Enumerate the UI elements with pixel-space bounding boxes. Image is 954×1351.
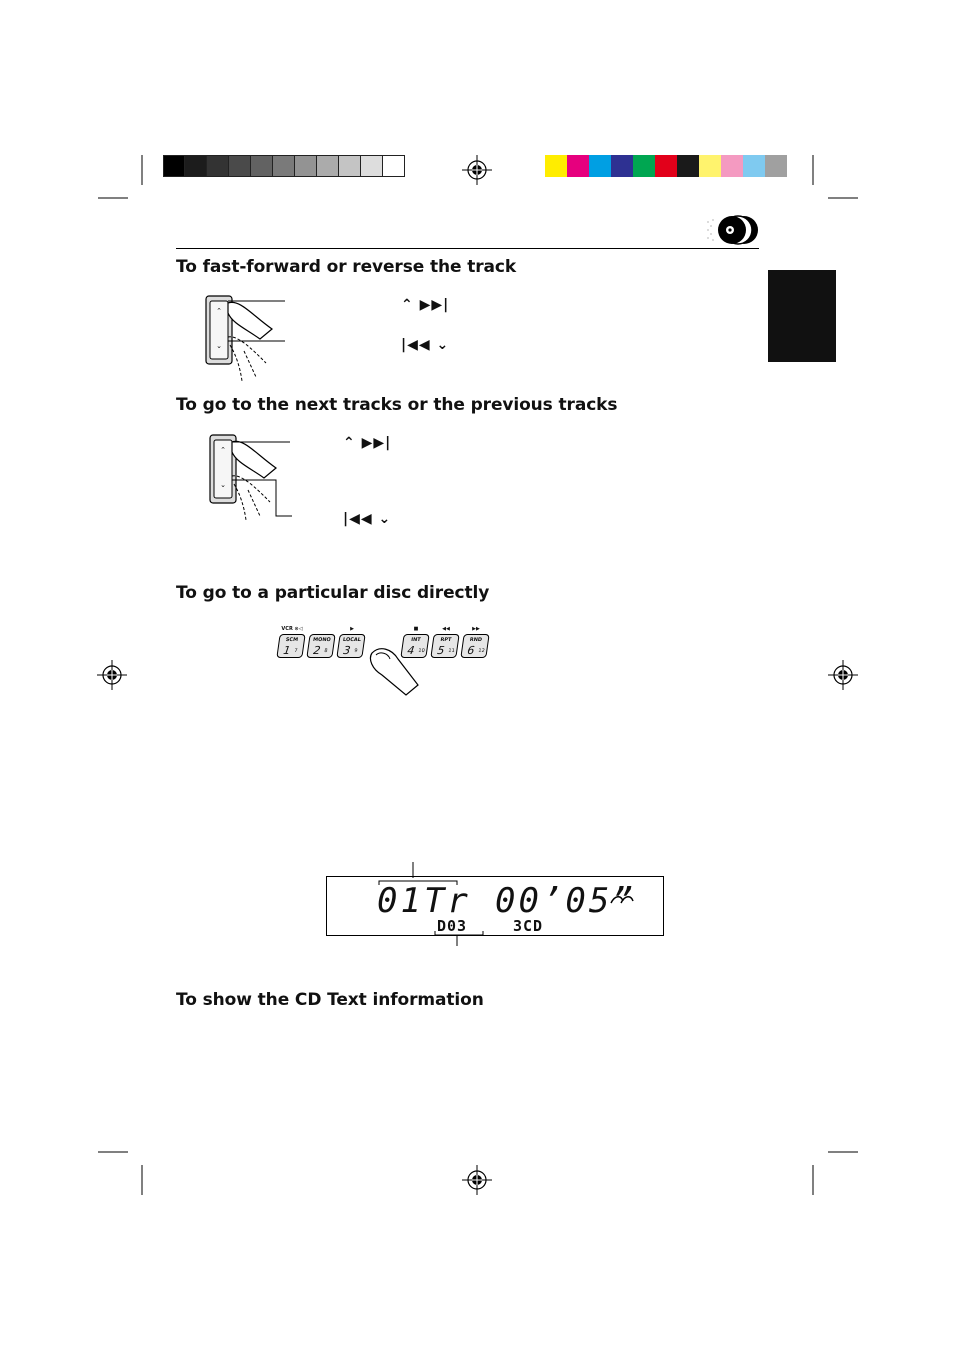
section-heading-next-previous: To go to the next tracks or the previous tracks [176, 395, 618, 415]
svg-text:⌃: ⌃ [220, 446, 226, 454]
preset-button-mode-label: RND [469, 637, 483, 643]
section-heading-cd-text: To show the CD Text information [176, 990, 484, 1010]
header-rule [176, 248, 759, 249]
registration-mark-top-icon [462, 155, 492, 185]
preset-button-mode-label: LOCAL [342, 637, 362, 643]
preset-button-secondary-number: 10 [417, 648, 426, 654]
preset-button-function-label: ▶▶ [472, 626, 480, 632]
display-callout-lines [400, 862, 460, 952]
remote-finger-illustration-1 [200, 293, 300, 383]
preset-button-number: 6 [466, 644, 476, 657]
cd-changer-icon [704, 214, 760, 246]
display-track: 01Tr [377, 881, 471, 921]
svg-text:⌃: ⌃ [216, 307, 222, 315]
preset-button-number: 1 [282, 644, 292, 657]
svg-text:⌄: ⌄ [220, 481, 226, 489]
display-mode: 3CD [513, 917, 544, 935]
lcd-display [326, 876, 664, 936]
section-heading-fast-forward: To fast-forward or reverse the track [176, 257, 517, 277]
preset-button-mode-label: INT [410, 637, 421, 643]
display-disc: D03 [437, 917, 468, 935]
preset-button-function-label: VCR ⊙◁ [281, 626, 303, 632]
preset-button-secondary-number: 12 [477, 648, 486, 654]
registration-mark-right-icon [828, 660, 858, 690]
preset-button-secondary-number: 8 [323, 648, 328, 654]
preset-button-6[interactable] [462, 626, 490, 666]
preset-button-mode-label: SCM [285, 637, 299, 643]
language-tab [768, 270, 836, 362]
preset-button-function-label: ▶ [350, 626, 354, 632]
display-time: 00’05” [495, 881, 636, 921]
next-control-label-1: ⌃ ▶▶| [401, 297, 450, 313]
display-brackets [327, 877, 665, 937]
preset-button-5[interactable] [432, 626, 460, 666]
svg-text:⌄: ⌄ [216, 342, 222, 350]
preset-button-secondary-number: 9 [353, 648, 358, 654]
preset-button-secondary-number: 11 [447, 648, 456, 654]
registration-mark-bottom-icon [462, 1165, 492, 1195]
registration-mark-left-icon [97, 660, 127, 690]
preset-button-secondary-number: 7 [293, 648, 298, 654]
remote-finger-illustration-2 [204, 432, 304, 527]
next-control-label-2: ⌃ ▶▶| [343, 435, 392, 451]
section-heading-particular-disc: To go to a particular disc directly [176, 583, 490, 603]
preset-button-mode-label: RPT [439, 637, 452, 643]
previous-control-label-2: |◀◀ ⌄ [343, 511, 392, 527]
preset-button-number: 3 [342, 644, 352, 657]
preset-button-number: 5 [436, 644, 446, 657]
preset-button-mode-label: MONO [312, 637, 332, 643]
preset-button-number: 2 [312, 644, 322, 657]
preset-button-2[interactable] [308, 626, 336, 666]
finger-pressing-icon [362, 645, 422, 695]
preset-button-number: 4 [406, 644, 416, 657]
preset-button-function-label: ■ [413, 626, 419, 632]
previous-control-label-1: |◀◀ ⌄ [401, 337, 450, 353]
preset-button-function-label: ◀◀ [442, 626, 450, 632]
preset-button-1[interactable] [278, 626, 306, 666]
